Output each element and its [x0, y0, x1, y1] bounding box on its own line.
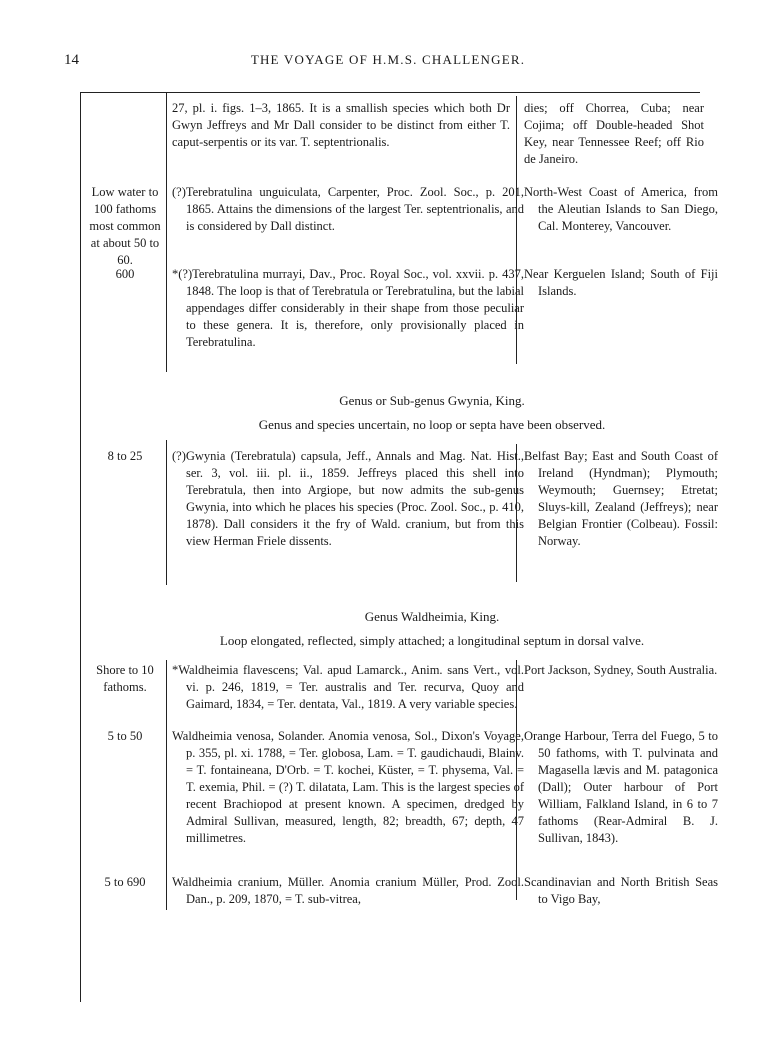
entry-description: 27, pl. i. figs. 1–3, 1865. It is a smallish species which both Dr Gwyn Jeffreys and Mr Dall consider to be distinct from either T. caput-serpentis or its var. T. septentrionalis.	[172, 101, 510, 149]
column-divider	[166, 440, 167, 585]
top-rule	[80, 92, 700, 93]
entry-locality: Near Kerguelen Island; South of Fiji Islands.	[524, 267, 718, 298]
running-title: THE VOYAGE OF H.M.S. CHALLENGER.	[250, 52, 526, 67]
entry-description: *Waldheimia flavescens; Val. apud Lamarck., Anim. sans Vert., vol. vi. p. 246, 1819, = Ter. australis and Ter. recurva, Quoy and Gaimard, 1834, = Ter. dentata, Val., 1819. A very variable species.	[172, 663, 524, 711]
entry-depth: Shore to 10 fathoms.	[96, 663, 154, 694]
entry-locality: Scandinavian and North British Seas to Vigo Bay,	[524, 875, 718, 906]
entry-depth: 5 to 690	[104, 875, 146, 889]
entry-depth: 8 to 25	[107, 449, 143, 463]
entry-description: (?)Gwynia (Terebratula) capsula, Jeff., Annals and Mag. Nat. Hist., ser. 3, vol. iii. pl. ii., 1859. Jeffreys placed this shell into Terebratula, then into Argiope, but now admits the sub-genus Gwynia, into which he places his species (Proc. Zool. Soc., p. 410, 1878). Dall considers it the fry of Wald. cranium, but from this view Herman Friele dissents.	[172, 449, 524, 548]
entry-description: Waldheimia cranium, Müller. Anomia cranium Müller, Prod. Zool. Dan., p. 209, 1870, = T. sub-vitrea,	[172, 875, 524, 906]
entry-depth: Low water to 100 fathoms most common at about 50 to 60.	[89, 185, 161, 267]
entry-depth: 600	[115, 267, 135, 281]
column-divider	[166, 660, 167, 910]
genus-heading: Genus Waldheimia, King.	[364, 609, 500, 624]
entry-description: *(?)Terebratulina murrayi, Dav., Proc. Royal Soc., vol. xxvii. p. 437, 1848. The loop is that of Terebratula or Terebratulina, but the labial appendages differ considerably in their shape from those peculiar to these genera. It is, therefore, only provisionally placed in Terebratulina.	[172, 267, 524, 349]
entry-locality: dies; off Chorrea, Cuba; near Cojima; off Double-headed Shot Key, near Tennessee Reef; off Rio de Janeiro.	[524, 101, 704, 166]
entry-locality: Belfast Bay; East and South Coast of Ireland (Hyndman); Plymouth; Weymouth; Guernsey; Etretat; Sluys-kill, Zealand (Jeffreys); near Belgian Frontier (Colbeau). Fossil: Norway.	[524, 449, 718, 548]
genus-heading: Genus or Sub-genus Gwynia, King.	[339, 393, 525, 408]
genus-note: Loop elongated, reflected, simply attached; a longitudinal septum in dorsal valve.	[219, 633, 645, 648]
entry-description: Waldheimia venosa, Solander. Anomia venosa, Sol., Dixon's Voyage, p. 355, pl. xi. 1788, = Ter. globosa, Lam. = T. gaudichaudi, Blainv. = T. fontaineana, D'Orb. = T. kochei, Küster, = T. physema, Val. = T. exemia, Phil. = (?) T. dilatata, Lam. This is the largest species of recent Brachiopod at present known. A specimen, dredged by Admiral Sullivan, measured, length, 82; breadth, 67; depth, 47 millimetres.	[172, 729, 524, 845]
left-rule	[80, 92, 81, 1002]
column-divider	[166, 92, 167, 372]
entry-locality: Port Jackson, Sydney, South Australia.	[524, 663, 718, 677]
entry-locality: Orange Harbour, Terra del Fuego, 5 to 50 fathoms, with T. pulvinata and Magasella lævis and M. patagonica (Dall); Outer harbour of Port William, Falkland Island, in 6 to 7 fathoms (Rear-Admiral B. J. Sullivan, 1843).	[524, 729, 718, 845]
page-number: 14	[64, 52, 79, 68]
entry-depth: 5 to 50	[107, 729, 143, 743]
entry-description: (?)Terebratulina unguiculata, Carpenter, Proc. Zool. Soc., p. 201, 1865. Attains the dimensions of the largest Ter. septentrionalis, and is considered by Dall distinct.	[172, 185, 524, 233]
genus-note: Genus and species uncertain, no loop or septa have been observed.	[258, 417, 606, 432]
entry-locality: North-West Coast of America, from the Aleutian Islands to San Diego, Cal. Monterey, Vancouver.	[524, 185, 718, 233]
